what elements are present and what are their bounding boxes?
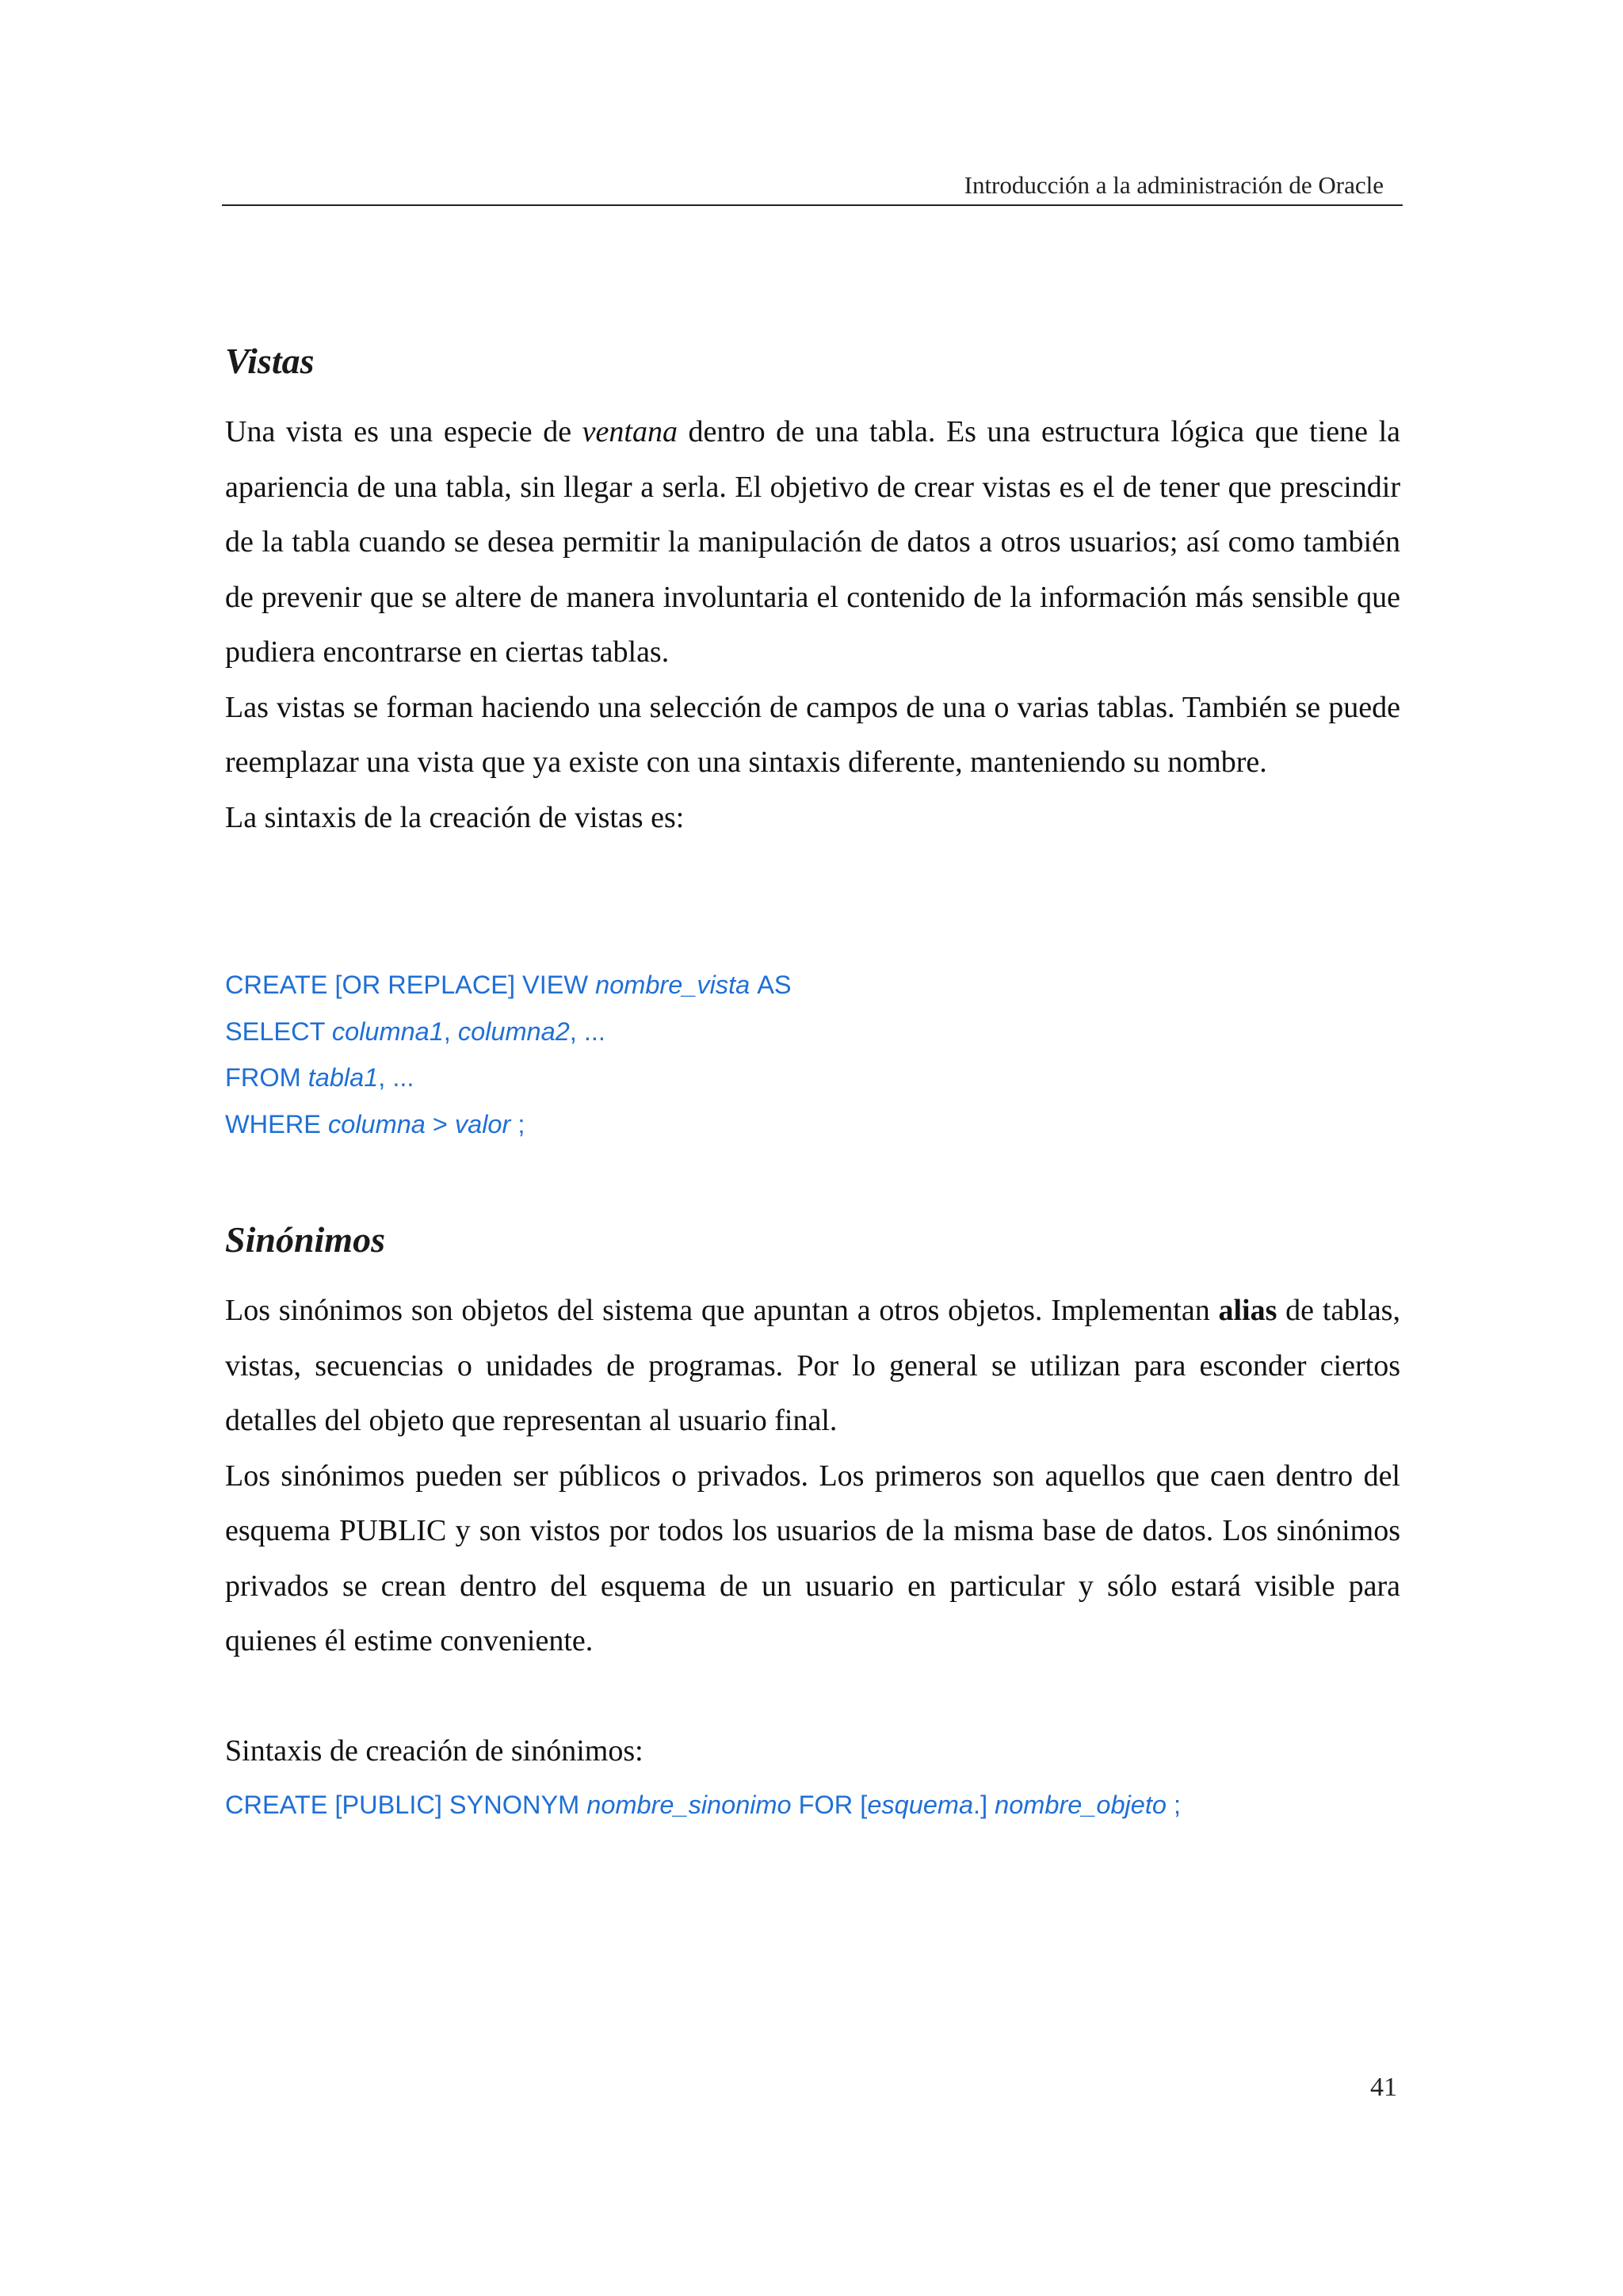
code-punct: ; — [1166, 1791, 1182, 1819]
sinonimos-paragraph-3: Sintaxis de creación de sinónimos: — [225, 1734, 643, 1768]
code-keyword: FROM — [225, 1063, 308, 1092]
emphasis-ventana: ventana — [582, 415, 678, 448]
code-placeholder: tabla1 — [307, 1063, 379, 1092]
code-keyword: WHERE — [225, 1109, 328, 1138]
code-line-3 — [225, 1055, 1400, 1101]
text-span: dentro de una tabla. Es una estructura lógica que tiene la apariencia de una tabla, sin llegar a serla. El objetivo de crear vistas es el de tener que prescindir de la tabla cuando se desea permitir la manipulación de datos a otros usuarios; así como también de prevenir que se altere de manera involuntaria el contenido de la información más sensible que pudiera encontrarse en ciertas tablas. — [225, 415, 1400, 669]
code-placeholder: columna — [328, 1109, 426, 1138]
code-line-synonym — [225, 1782, 1400, 1829]
vistas-paragraph-3: La sintaxis de la creación de vistas es: — [225, 800, 685, 834]
code-punct: > — [425, 1109, 455, 1138]
sinonimos-paragraphs — [225, 1283, 1400, 1669]
code-placeholder: nombre_sinonimo — [586, 1791, 792, 1819]
code-punct: , ... — [569, 1016, 605, 1046]
code-line-2 — [225, 1009, 1400, 1055]
code-line-4 — [225, 1101, 1400, 1148]
code-keyword: FOR [ — [791, 1791, 868, 1819]
code-punct: , ... — [378, 1063, 414, 1092]
code-punct: .] — [973, 1791, 995, 1819]
sinonimos-paragraph-2: Los sinónimos pueden ser públicos o privados. Los primeros son aquellos que caen dentro del esquema PUBLIC y son vistos por todos los usuarios de la misma base de datos. Los sinónimos privados se crean dentro del esquema de un usuario en particular y sólo estará visible para quienes él estime conveniente. — [225, 1459, 1400, 1657]
section-vistas — [225, 339, 1400, 383]
text-span: Una vista es una especie de — [225, 415, 582, 448]
section-sinonimos — [225, 1218, 1400, 1262]
section-heading-sinonimos: Sinónimos — [225, 1219, 385, 1260]
code-keyword: AS — [757, 971, 792, 999]
sinonimos-paragraph-1 — [225, 1283, 1400, 1449]
code-keyword: CREATE [OR REPLACE] VIEW — [225, 971, 596, 999]
running-header: Introducción a la administración de Oracle — [964, 171, 1384, 199]
code-placeholder: valor — [454, 1109, 511, 1138]
code-placeholder: columna2 — [457, 1016, 570, 1046]
code-line-1 — [225, 962, 1400, 1009]
code-placeholder: columna1 — [331, 1016, 444, 1046]
code-punct: , — [443, 1016, 458, 1046]
code-placeholder: nombre_vista — [595, 971, 758, 999]
text-span: Los sinónimos son objetos del sistema que apuntan a otros objetos. Implementan — [225, 1294, 1219, 1327]
code-keyword: CREATE [PUBLIC] SYNONYM — [225, 1791, 587, 1819]
sinonimos-code-block — [225, 1782, 1400, 1829]
vistas-code-block — [225, 962, 1400, 1147]
code-punct: ; — [510, 1109, 525, 1138]
text-span: de tablas, vistas, secuencias o unidades de programas. Por lo general se utilizan para esconder ciertos detalles del objeto que representan al usuario final. — [225, 1294, 1400, 1437]
page-number: 41 — [1370, 2073, 1397, 2102]
vistas-paragraph-1 — [225, 405, 1400, 681]
code-keyword: SELECT — [225, 1016, 332, 1046]
section-heading-vistas: Vistas — [225, 341, 315, 381]
code-placeholder: esquema — [867, 1791, 974, 1819]
header-rule — [222, 204, 1403, 206]
bold-alias: alias — [1218, 1294, 1277, 1327]
vistas-paragraphs — [225, 405, 1400, 845]
code-placeholder: nombre_objeto — [995, 1791, 1167, 1819]
sinonimos-syntax-intro — [225, 1724, 1400, 1779]
vistas-paragraph-2: Las vistas se forman haciendo una selección de campos de una o varias tablas. También se puede reemplazar una vista que ya existe con una sintaxis diferente, manteniendo su nombre. — [225, 690, 1400, 779]
